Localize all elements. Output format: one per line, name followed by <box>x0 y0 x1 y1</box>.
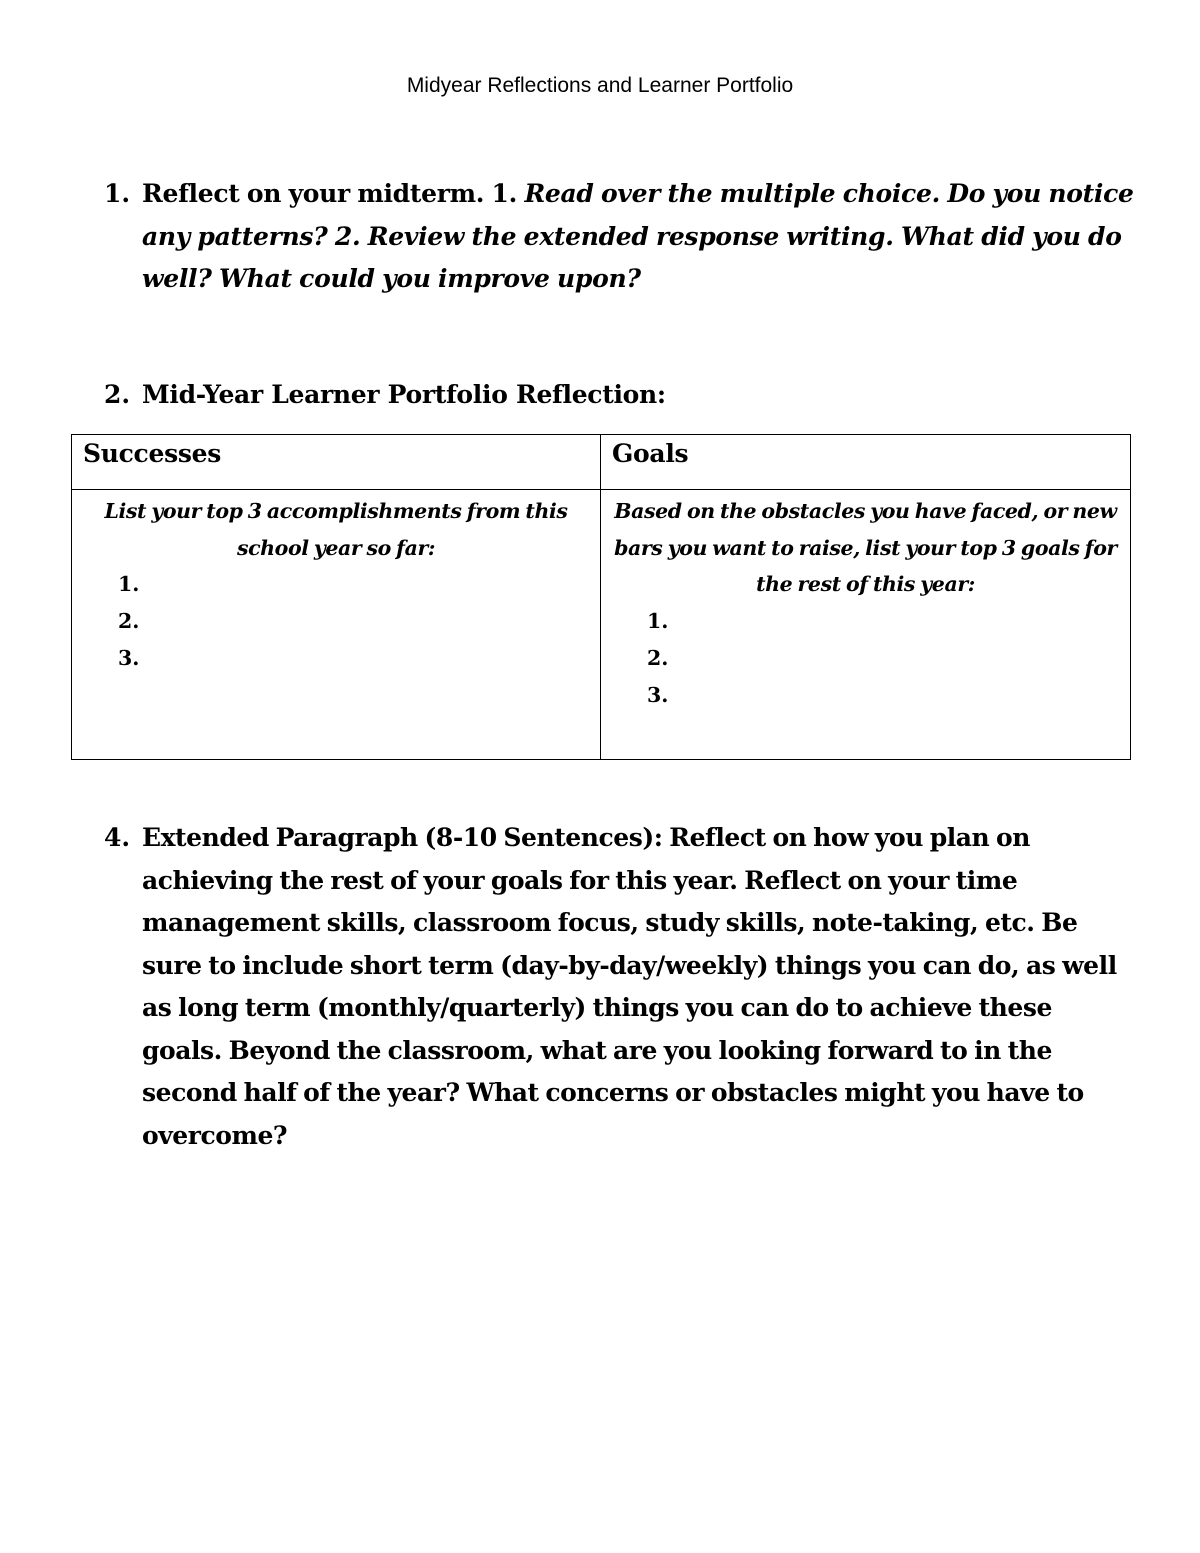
successes-item-1: 1. <box>118 572 140 596</box>
question-2 <box>104 374 1134 417</box>
successes-prompt: List your top 3 accomplishments from this school year so far: <box>104 499 568 560</box>
successes-item-2: 2. <box>118 609 140 633</box>
successes-item-3: 3. <box>118 646 140 670</box>
question-1-number: 1. <box>104 179 131 208</box>
question-1-lead: Reflect on your midterm. 1. <box>142 179 518 208</box>
goals-item-1: 1. <box>647 608 669 633</box>
document-header: Midyear Reflections and Learner Portfolio <box>406 74 794 97</box>
question-4-number: 4. <box>104 823 131 852</box>
question-2-number: 2. <box>104 380 131 409</box>
question-1-body <box>142 173 1134 301</box>
successes-cell[interactable] <box>72 490 601 760</box>
goals-list <box>647 603 1130 714</box>
successes-list <box>118 566 600 677</box>
question-2-text: Mid-Year Learner Portfolio Reflection: <box>142 380 666 409</box>
goals-item-3: 3. <box>647 682 669 707</box>
question-1-prompt: Read over the multiple choice. Do you notice any patterns? 2. Review the extended response writing. What did you do well? What could you improve upon? <box>142 179 1134 293</box>
portfolio-table <box>71 434 1131 760</box>
successes-heading: Successes <box>72 435 601 490</box>
portfolio-table-header-row <box>72 435 1131 490</box>
question-4-text: Extended Paragraph (8-10 Sentences): Reflect on how you plan on achieving the rest of your goals for this year. Reflect on your time management skills, classroom focus, study skills, note-taking, etc. Be sure to include short term (day-by-day/weekly) things you can do, as well as long term (monthly/quarterly) things you can do to achieve these goals. Beyond the classroom, what are you looking forward to in the second half of the year? What concerns or obstacles might you have to overcome? <box>142 823 1117 1150</box>
goals-prompt: Based on the obstacles you have faced, or new bars you want to raise, list your top 3 goals for the rest of this year: <box>614 499 1117 596</box>
portfolio-table-body-row <box>72 490 1131 760</box>
goals-heading: Goals <box>601 435 1131 490</box>
question-1 <box>104 173 1134 301</box>
question-4 <box>104 817 1134 1157</box>
goals-cell[interactable] <box>601 490 1131 760</box>
goals-item-2: 2. <box>647 645 669 670</box>
